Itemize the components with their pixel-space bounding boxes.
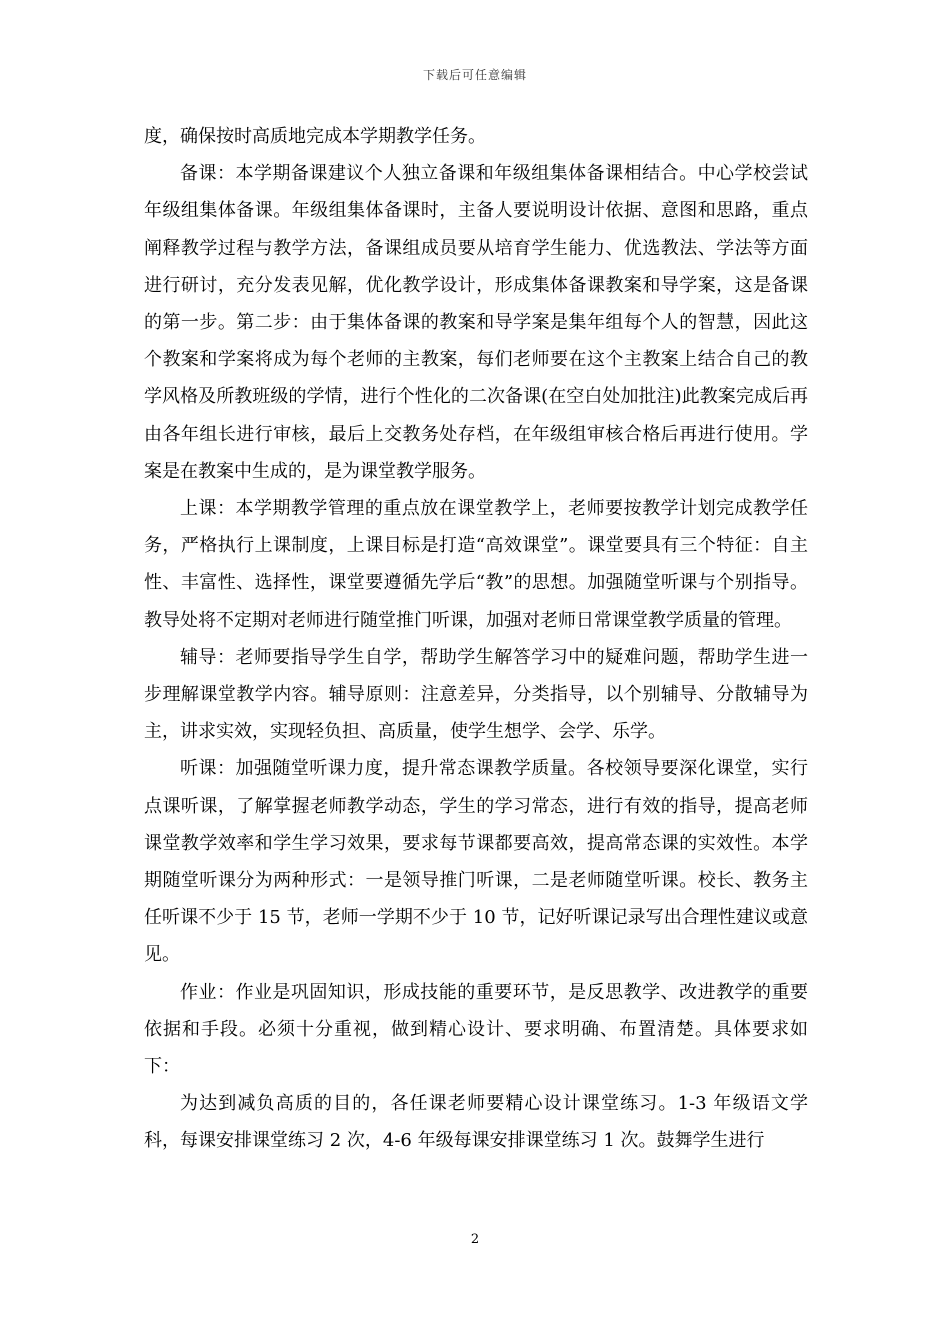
- paragraph-tutoring: 辅导：老师要指导学生自学，帮助学生解答学习中的疑难问题，帮助学生进一步理解课堂教学内容。辅导原则：注意差异，分类指导，以个别辅导、分散辅导为主，讲求实效，实现轻负担、高质量，使学生想学、会学、乐学。: [144, 646, 808, 743]
- paragraph-classroom-exercises: 为达到减负高质的目的，各任课老师要精心设计课堂练习。1-3 年级语文学科，每课安排课堂练习 2 次，4-6 年级每课安排课堂练习 1 次。鼓舞学生进行: [144, 1093, 808, 1152]
- document-body: [144, 118, 808, 1160]
- paragraph-homework: 作业：作业是巩固知识，形成技能的重要环节，是反思教学、改进教学的重要依据和手段。必须十分重视，做到精心设计、要求明确、布置清楚。具体要求如下：: [144, 981, 808, 1078]
- paragraph-class-observation: 听课：加强随堂听课力度，提升常态课教学质量。各校领导要深化课堂，实行点课听课，了解掌握老师教学动态，学生的学习常态，进行有效的指导，提高老师课堂教学效率和学生学习效果，要求每节课都要高效，提高常态课的实效性。本学期随堂听课分为两种形式：一是领导推门听课，二是老师随堂听课。校长、教务主任听课不少于 15 节，老师一学期不少于 10 节，记好听课记录写出合理性建议或意见。: [144, 758, 808, 966]
- paragraph-lesson-preparation: 备课：本学期备课建议个人独立备课和年级组集体备课相结合。中心学校尝试年级组集体备课。年级组集体备课时，主备人要说明设计依据、意图和思路，重点阐释教学过程与教学方法，备课组成员要从培育学生能力、优选教法、学法等方面进行研讨，充分发表见解，优化教学设计，形成集体备课教案和导学案，这是备课的第一步。第二步：由于集体备课的教案和导学案是集年组每个人的智慧，因此这个教案和学案将成为每个老师的主教案，每们老师要在这个主教案上结合自己的教学风格及所教班级的学情，进行个性化的二次备课(在空白处加批注)此教案完成后再由各年组长进行审核，最后上交教务处存档，在年级组审核合格后再进行使用。学案是在教案中生成的，是为课堂教学服务。: [144, 163, 808, 482]
- paragraph-class-teaching: 上课：本学期教学管理的重点放在课堂教学上，老师要按教学计划完成教学任务，严格执行上课制度，上课目标是打造“高效课堂”。课堂要具有三个特征：自主性、丰富性、选择性，课堂要遵循先学后“教”的思想。加强随堂听课与个别指导。教导处将不定期对老师进行随堂推门听课，加强对老师日常课堂教学质量的管理。: [144, 498, 808, 631]
- paragraph-continuation: 度，确保按时高质地完成本学期教学任务。: [144, 126, 486, 147]
- page-number: 2: [470, 1232, 480, 1247]
- page-header: 下载后可任意编辑: [422, 68, 527, 82]
